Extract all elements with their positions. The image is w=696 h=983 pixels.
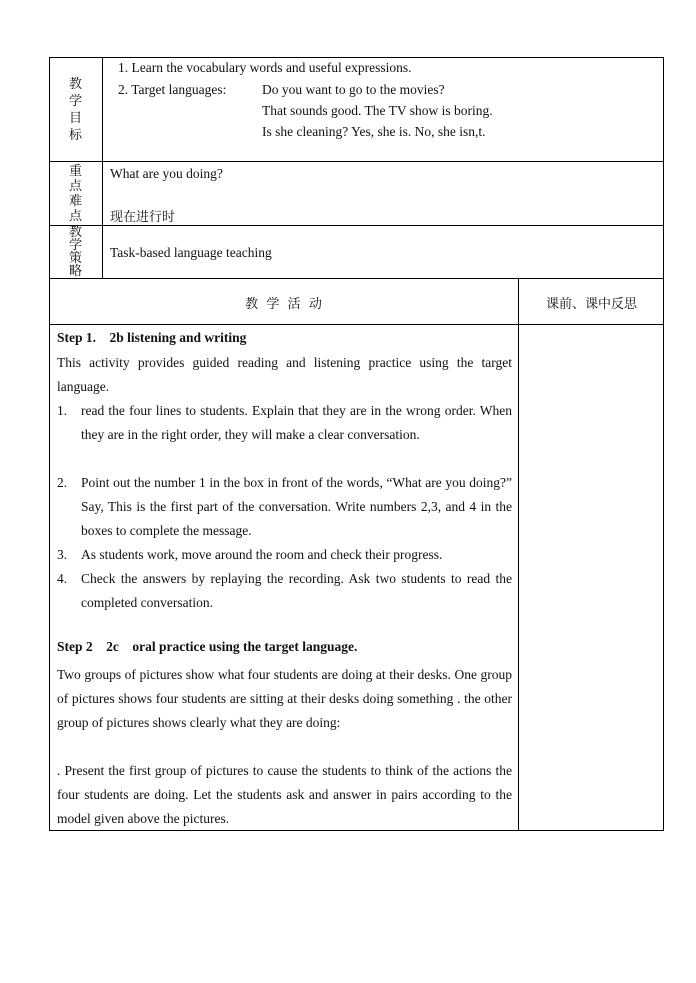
step1-title: Step 1. 2b listening and writing [57, 330, 247, 345]
label-char: 学 [68, 238, 82, 253]
key-points-label [49, 162, 102, 225]
step1-item-text: As students work, move around the room and check their progress. [81, 547, 443, 562]
label-char: 标 [68, 127, 82, 143]
label-column-divider [102, 57, 103, 279]
objective-line-1: 1. Learn the vocabulary words and useful expressions. [118, 60, 412, 75]
row-divider [49, 161, 664, 162]
table-border-right [663, 57, 664, 831]
label-char: 教 [68, 226, 82, 240]
step1-item-number: 1. [57, 403, 68, 418]
step1-item [57, 543, 512, 567]
step1-item-text: Point out the number 1 in the box in front of the words, “What are you doing?” Say, This is the first part of the conversation. Write numbers 2,3, and 4 in the boxes to complete the message. [81, 475, 512, 538]
label-char: 目 [68, 110, 82, 126]
step2-title: Step 2 2c oral practice using the target language. [57, 639, 358, 654]
label-char: 策 [68, 251, 82, 266]
label-char: 重 [68, 163, 82, 179]
row-divider [49, 324, 664, 325]
key-point-line-2: 现在进行时 [110, 210, 176, 225]
label-char: 点 [68, 208, 82, 224]
objectives-label [49, 58, 102, 161]
row-divider [49, 225, 664, 226]
objective-line-2-prefix: 2. Target languages: [118, 82, 227, 97]
label-char: 教 [68, 76, 82, 92]
activity-header: 教 学 活 动 [245, 297, 322, 312]
objective-line-2-text: Do you want to go to the movies? [262, 82, 445, 97]
step1-item-number: 4. [57, 571, 68, 586]
step1-item [57, 567, 512, 615]
step1-item-number: 3. [57, 547, 68, 562]
objective-line-3: That sounds good. The TV show is boring. [262, 103, 493, 118]
label-char: 难 [68, 193, 82, 209]
step1-item [57, 399, 512, 447]
objective-line-4: Is she cleaning? Yes, she is. No, she isn,t. [262, 124, 486, 139]
label-char: 点 [68, 178, 82, 194]
row-divider [49, 278, 664, 279]
strategy-text: Task-based language teaching [110, 245, 272, 260]
step2-paragraph-1: Two groups of pictures show what four students are doing at their desks. One group of pictures shows four students are sitting at their desks doing something . the other group of pictures shows clearly what they are doing: [57, 667, 512, 730]
step1-intro: This activity provides guided reading and listening practice using the target language. [57, 355, 512, 394]
reflection-header: 课前、课中反思 [545, 297, 637, 312]
label-char: 学 [68, 93, 82, 109]
key-point-line-1: What are you doing? [110, 166, 223, 181]
step2-paragraph-2: . Present the first group of pictures to cause the students to think of the actions the four students are doing. Let the students ask and answer in pairs according to the model given above the pictures. [57, 763, 512, 826]
reflection-column-divider [518, 279, 519, 831]
step1-item-number: 2. [57, 475, 68, 490]
step1-item-text: read the four lines to students. Explain that they are in the wrong order. When they are in the right order, they will make a clear conversation. [81, 403, 512, 442]
step1-item [57, 471, 512, 543]
table-border-top [49, 57, 664, 58]
label-char: 略 [68, 264, 82, 278]
strategy-label [49, 226, 102, 278]
step1-item-text: Check the answers by replaying the recording. Ask two students to read the completed conversation. [81, 571, 512, 610]
